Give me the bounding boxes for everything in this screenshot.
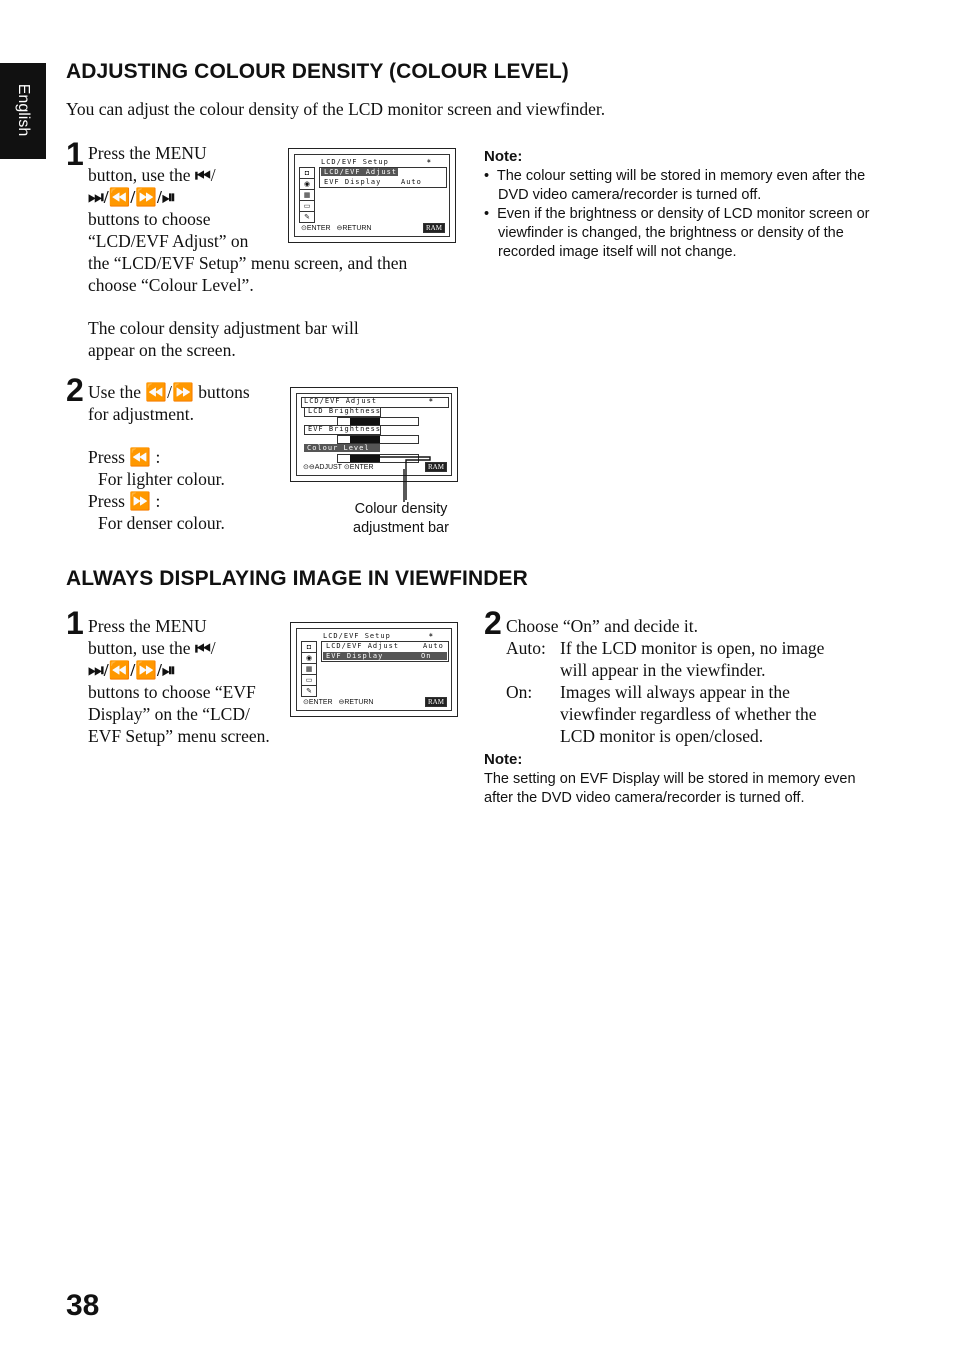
language-tab-label: English	[15, 83, 32, 137]
s1-step1-line7: choose “Colour Level”.	[88, 275, 254, 295]
camera-icon: ◘	[300, 168, 314, 179]
s1-step2-press1-desc: For lighter colour.	[98, 469, 225, 489]
disc-icon: ◉	[300, 179, 314, 190]
s1-step1-line6: the “LCD/EVF Setup” menu screen, and then	[88, 253, 408, 273]
section1-intro: You can adjust the colour density of the LCD monitor screen and viewfinder.	[66, 99, 606, 119]
menu-bottom-bar: ⊙ENTER ⊖RETURN	[301, 225, 372, 232]
menu-screen-lcd-evf-setup	[288, 148, 456, 243]
menu-bottom-bar: ⊙ENTER ⊖RETURN	[303, 699, 374, 706]
menu-item-lcd-evf-adjust-value: Auto	[423, 642, 444, 650]
screen-icon: ▭	[302, 675, 316, 686]
note-section2: Note: The setting on EVF Display will be stored in memory even after the DVD video camera/recorder is turned off.	[484, 751, 856, 806]
s1-step2-press1: Press ⏪ :	[88, 447, 161, 467]
adjust-title: LCD/EVF Adjust	[304, 397, 378, 405]
menu-title: LCD/EVF Setup	[323, 632, 391, 640]
wrench-icon: ✎	[304, 213, 310, 221]
skip-prev-icon: ⏮	[194, 165, 211, 185]
ram-badge: RAM	[425, 697, 447, 707]
lcd-brightness-label: LCD Brightness	[308, 407, 382, 415]
s2-step1-line2: button, use the ⏮/	[88, 638, 216, 658]
note-section1: Note: • The colour setting will be stored in memory even after the DVD video camera/recorder is turned off. • Even if the brightness or density of LCD monitor screen or viewfinder is changed, the brightness or density of the recorded image itself will not change.	[484, 147, 884, 262]
menu-item-evf-display: EVF Display On	[323, 652, 447, 660]
evf-brightness-label: EVF Brightness	[308, 425, 382, 433]
step2-number: 2	[66, 372, 84, 408]
step1-number: 1	[66, 136, 84, 172]
menu-icon-column	[301, 641, 317, 697]
s1-step1-line9: appear on the screen.	[88, 340, 236, 360]
menu-item-lcd-evf-adjust: LCD/EVF Adjust	[326, 642, 400, 650]
disc-icon: ◉	[302, 653, 316, 664]
page-number: 38	[66, 1289, 100, 1322]
s2-step1-button-icons: ⏭/⏪/⏩/⏯	[88, 660, 176, 680]
s2-step2-on-desc1: Images will always appear in the	[560, 682, 790, 702]
menu-camera-icon: ⎈	[427, 157, 433, 165]
s2-step2-auto-desc2: will appear in the viewfinder.	[560, 660, 766, 680]
s2-step1-line6: EVF Setup” menu screen.	[88, 726, 270, 746]
s1-step1-line8: The colour density adjustment bar will	[88, 318, 359, 338]
wrench-icon: ✎	[306, 687, 312, 695]
grid-icon: ▦	[300, 190, 314, 201]
evf-brightness-bar[interactable]	[337, 435, 419, 444]
step2-number: 2	[484, 605, 502, 641]
menu-title: LCD/EVF Setup	[321, 158, 389, 166]
language-tab	[0, 63, 46, 159]
colour-level-label: Colour Level	[304, 444, 380, 452]
fast-forward-icon: ⏩	[172, 382, 194, 402]
menu-item-evf-display-value: Auto	[401, 178, 422, 186]
s1-step1-line5: “LCD/EVF Adjust” on	[88, 231, 249, 251]
screen-icon: ▭	[300, 201, 314, 212]
note-bullet1: • The colour setting will be stored in memory even after the DVD video camera/recorder is turned off.	[484, 168, 866, 203]
ram-badge: RAM	[425, 462, 447, 472]
s1-step1-button-icons: ⏭/⏪/⏩/⏯	[88, 187, 176, 207]
s2-step1-line1: Press the MENU	[88, 616, 207, 636]
camera-icon: ◘	[302, 642, 316, 653]
ram-badge: RAM	[423, 223, 445, 233]
s2-step1-line5: Display” on the “LCD/	[88, 704, 250, 724]
s1-step2-press2: Press ⏩ :	[88, 491, 161, 511]
s2-step2-on-label: On:	[506, 682, 533, 702]
s2-step2-auto-desc1: If the LCD monitor is open, no image	[560, 638, 825, 658]
rewind-icon: ⏪	[145, 382, 168, 402]
menu-screen-evf-display	[290, 622, 458, 717]
fast-forward-icon: ⏩	[129, 491, 152, 511]
menu-item-evf-display: EVF Display	[324, 178, 382, 186]
s2-step2-on-desc2: viewfinder regardless of whether the	[560, 704, 817, 724]
grid-icon: ▦	[302, 664, 316, 675]
s2-step2-on-desc3: LCD monitor is open/closed.	[560, 726, 764, 746]
s1-step2-line2: for adjustment.	[88, 404, 194, 424]
note-bullet2: • Even if the brightness or density of LCD monitor screen or viewfinder is changed, the brightness or density of the recorded image itself will not change.	[484, 206, 870, 260]
menu-camera-icon: ⎈	[429, 631, 435, 639]
adjust-bottom-bar: ⊙⊖ADJUST ⊙ENTER	[303, 464, 374, 471]
menu-icon-column	[299, 167, 315, 223]
step1-number: 1	[66, 605, 84, 641]
rewind-icon: ⏪	[129, 447, 152, 467]
skip-prev-icon: ⏮	[194, 638, 211, 658]
s2-step2-auto-label: Auto:	[506, 638, 546, 658]
s1-step2-press2-desc: For denser colour.	[98, 513, 225, 533]
s1-step1-line2: button, use the ⏮/	[88, 165, 216, 185]
s1-step1-line1: Press the MENU	[88, 143, 207, 163]
s2-step2-line1: Choose “On” and decide it.	[506, 616, 698, 636]
menu-item-lcd-evf-adjust: LCD/EVF Adjust	[321, 168, 398, 176]
menu-camera-icon: ⎈	[429, 396, 435, 404]
s1-step1-line4: buttons to choose	[88, 209, 211, 229]
callout-label: Colour density adjustment bar	[353, 501, 449, 536]
section1-heading: ADJUSTING COLOUR DENSITY (COLOUR LEVEL)	[66, 60, 569, 83]
s2-step1-line4: buttons to choose “EVF	[88, 682, 256, 702]
section2-heading: ALWAYS DISPLAYING IMAGE IN VIEWFINDER	[66, 567, 528, 590]
s1-step2-line1: Use the ⏪/⏩ buttons	[88, 382, 250, 402]
